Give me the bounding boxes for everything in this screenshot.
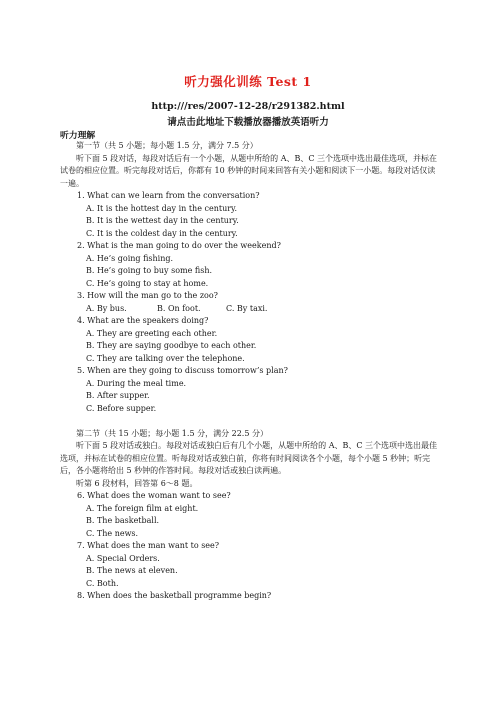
question-1: 1. What can we learn from the conversation?: [77, 191, 260, 200]
page-title: 听力强化训练 Test 1: [184, 74, 312, 89]
download-note: 请点击此地址下载播放器播放英语听力: [167, 117, 329, 128]
question-2-option-a: A. He’s going fishing.: [86, 253, 174, 263]
question-2-option-b: B. He’s going to buy some fish.: [86, 266, 213, 275]
question-4: 4. What are the speakers doing?: [77, 316, 209, 325]
question-6-option-a: A. The foreign film at eight.: [86, 503, 199, 513]
question-6: 6. What does the woman want to see?: [77, 491, 231, 500]
question-3: 3. How will the man go to the zoo?: [77, 291, 218, 300]
question-2: 2. What is the man going to do over the weekend?: [77, 241, 281, 250]
question-7-option-b: B. The news at eleven.: [86, 566, 178, 575]
question-8: 8. When does the basketball programme begin?: [77, 591, 272, 600]
question-5-option-b: B. After supper.: [86, 391, 150, 400]
question-5-option-c: C. Before supper.: [86, 403, 157, 413]
part2-heading: 第二节（共 15 小题；每小题 1.5 分，满分 22.5 分）: [76, 428, 268, 438]
section-heading: 听力理解: [60, 131, 96, 141]
part1-instructions: 听下面 5 段对话，每段对话后有一个小题，从题中所给的 A、B、C 三个选项中选出最佳选项，并标在试卷的相应位置。听完每段对话后，你都有 10 秒钟的时间来回答有关小题和阅读下一小题。每段对话仅读一遍。: [60, 153, 438, 188]
question-1-option-b: B. It is the wettest day in the century.: [86, 216, 239, 225]
question-1-option-c: C. It is the coldest day in the century.: [86, 228, 238, 238]
question-4-option-b: B. They are saying goodbye to each other.: [86, 341, 257, 350]
question-7-option-c: C. Both.: [86, 578, 119, 588]
question-5: 5. When are they going to discuss tomorrow’s plan?: [77, 366, 288, 375]
question-6-option-b: B. The basketball.: [86, 516, 160, 525]
download-url-link[interactable]: http:///res/2007-12-28/r291382.html: [151, 101, 345, 112]
question-2-option-c: C. He’s going to stay at home.: [86, 278, 209, 288]
question-4-option-c: C. They are talking over the telephone.: [86, 353, 245, 363]
question-3-options: [60, 303, 438, 316]
question-5-option-a: A. During the meal time.: [86, 378, 187, 388]
question-7: 7. What does the man want to see?: [77, 541, 220, 550]
question-3-option-b: B. On foot.: [157, 303, 201, 313]
question-1-option-a: A. It is the hottest day in the century.: [86, 203, 238, 213]
question-3-option-c: C. By taxi.: [226, 303, 268, 313]
part2-instructions: 听下面 5 段对话或独白。每段对话或独白后有几个小题，从题中所给的 A、B、C 三个选项中选出最佳选项，并标在试卷的相应位置。听每段对话或独白前，你将有时间阅读各个小题，每个小题 5 秒钟；听完后，各小题将给出 5 秒钟的作答时间。每段对话或独白读两遍。: [60, 441, 438, 475]
material-note: 听第 6 段材料，回答第 6～8 题。: [76, 478, 198, 488]
question-6-option-c: C. The news.: [86, 528, 139, 538]
question-7-option-a: A. Special Orders.: [86, 553, 160, 563]
document-body: [60, 140, 438, 603]
section-spacer: [60, 415, 438, 428]
question-3-option-a: A. By bus.: [86, 303, 127, 313]
part1-heading: 第一节（共 5 小题；每小题 1.5 分，满分 7.5 分）: [76, 141, 258, 150]
question-4-option-a: A. They are greeting each other.: [86, 328, 218, 338]
